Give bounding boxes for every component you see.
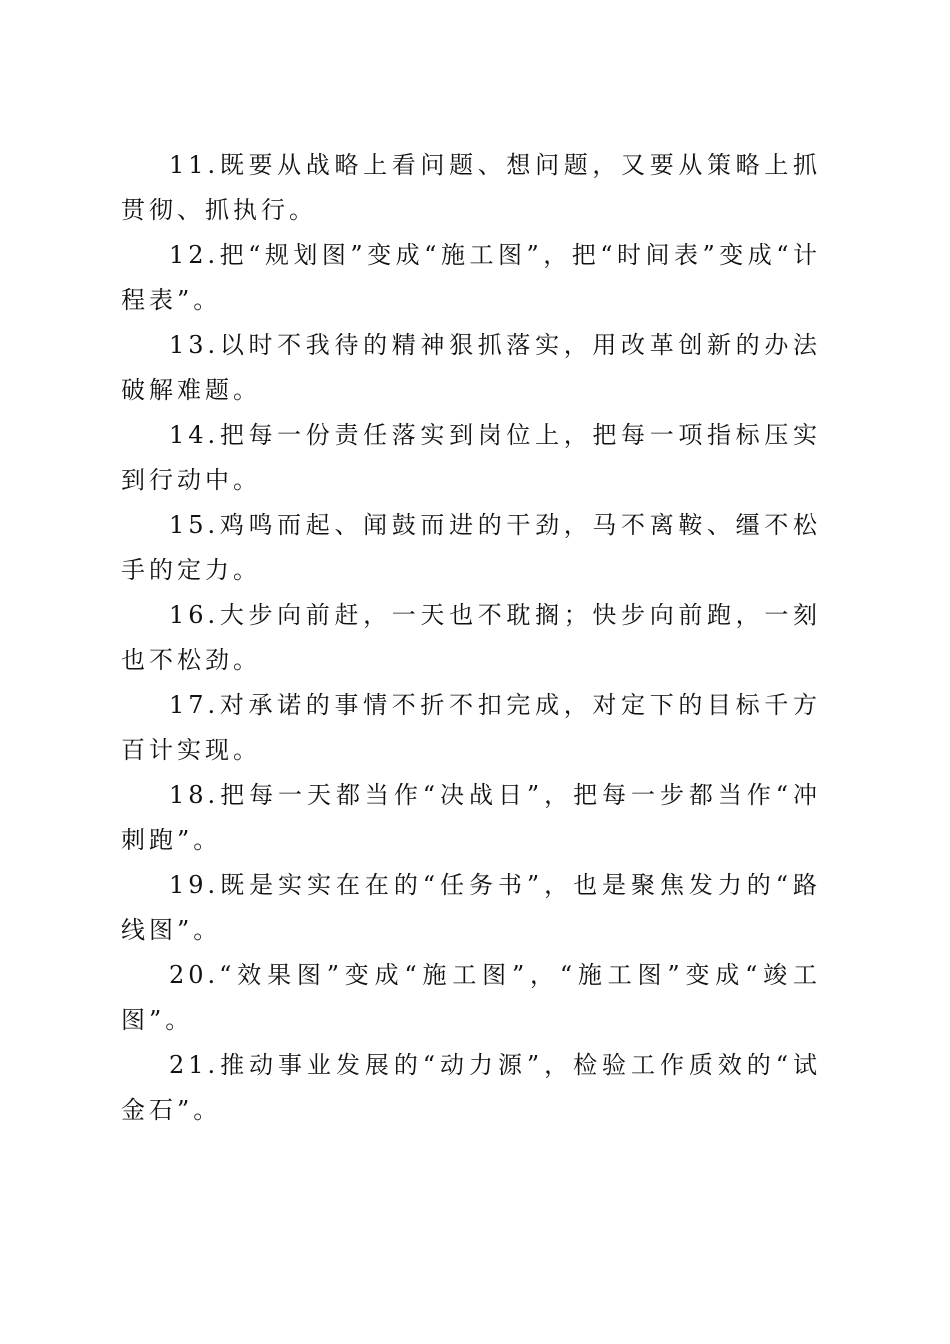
paragraph-item-16: 16.大步向前赶，一天也不耽搁；快步向前跑，一刻也不松劲。 <box>121 601 821 674</box>
paragraph-item-19: 19.既是实实在在的“任务书”，也是聚焦发力的“路线图”。 <box>121 871 821 944</box>
paragraph-item-18: 18.把每一天都当作“决战日”，把每一步都当作“冲刺跑”。 <box>121 781 821 854</box>
paragraph-item-21: 21.推动事业发展的“动力源”，检验工作质效的“试金石”。 <box>121 1051 821 1124</box>
paragraph-item-11: 11.既要从战略上看问题、想问题，又要从策略上抓贯彻、抓执行。 <box>121 151 821 224</box>
document-body <box>121 143 821 1133</box>
paragraph-item-17: 17.对承诺的事情不折不扣完成，对定下的目标千方百计实现。 <box>121 691 821 764</box>
paragraph-item-14: 14.把每一份责任落实到岗位上，把每一项指标压实到行动中。 <box>121 421 821 494</box>
paragraph-item-13: 13.以时不我待的精神狠抓落实，用改革创新的办法破解难题。 <box>121 331 821 404</box>
paragraph-item-12: 12.把“规划图”变成“施工图”，把“时间表”变成“计程表”。 <box>121 241 821 314</box>
paragraph-item-20: 20.“效果图”变成“施工图”，“施工图”变成“竣工图”。 <box>121 961 821 1034</box>
paragraph-item-15: 15.鸡鸣而起、闻鼓而进的干劲，马不离鞍、缰不松手的定力。 <box>121 511 821 584</box>
